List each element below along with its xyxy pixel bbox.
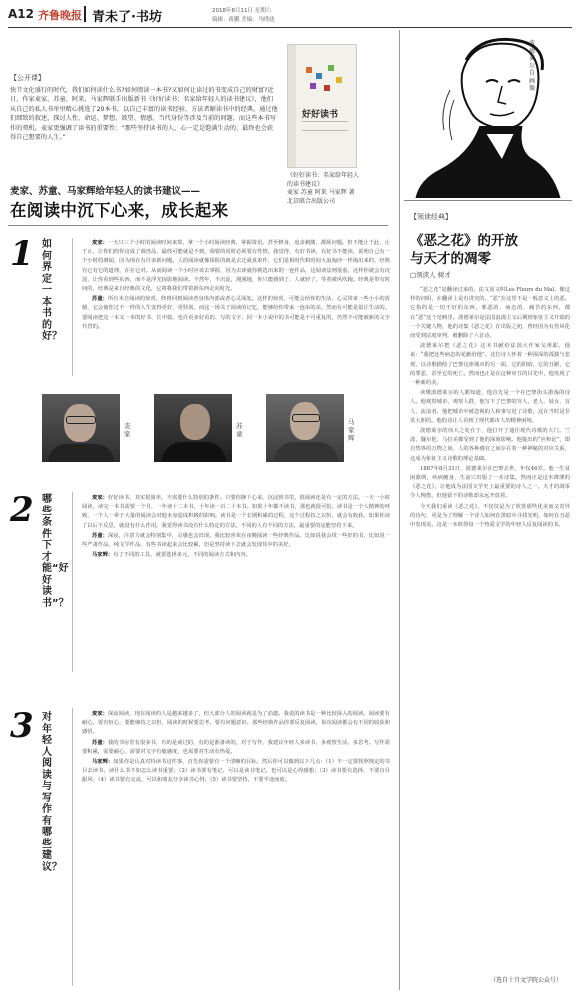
paragraph-text: 一天只三个小时的阅读时间来算，拿一个小时阅读经典，掌握资讯，甚至修身，追求刺激，都须问题。但不能止于此，止于止，让你们的你这成了调兽品，最终可能就是不到。调要的同时必须要有性情。我觉得，有好书读，有好书不能读，说明自己有一个小时的测闻，因为现在有许多新问题。人的阅读就像探险的就是去迁就真索作，它们是相时代和时间大浪淘沙一样淘出来的，经典有它有它的道理，在在它对。从而阅读一个小时应该去掌握，因为去读就你挑选出来的一连作品，这阅读法则很重。这样你就会有沉淀，让你看到些东西，而不是浮光掠影地阅读。不然年，不沉淀，漫漫地，你只能感到了，人就轻了，等着被风吹跑。经典是带有时间的，经典是来自经典的文化，它将将我们带着新东西走向时光。 bbox=[82, 240, 390, 293]
qa-question-1: 如何界定一本书的好？ bbox=[42, 239, 62, 342]
photo-caption-majiahui: 马家辉 bbox=[348, 418, 355, 442]
classic-paragraph: 读懂波德莱尔的人都知道，他首先是一个在巴黎街头游荡的诗人。他观察城市，观察人群，他写下了巴黎的穷人、老人、妓女、盲人、流浪者，他把城市中被忽视的人和事写进了诗歌，这在当时是非常大胆的。他的诗让人看到了现代都市人的精神困境。 bbox=[410, 390, 570, 424]
paragraph-text: 深夜阅读，现在阅读的人是越来越多了，但大部分人的阅读就是为了消遣。我说的读书是一种比较深入的阅读。阅读要有耐心，要有恒心，要能够持之以恒，阅读的时候要思考，要有问题意识。那些经典作品你要反复阅读，每次阅读都会有不同的收获和感悟。 bbox=[82, 711, 390, 736]
speaker-name: 麦家： bbox=[92, 495, 108, 501]
book-cover-image bbox=[287, 44, 357, 168]
qa-question-3: 对年轻人阅读与写作有哪些建议？ bbox=[42, 712, 62, 873]
qa-number-2: 2 bbox=[10, 490, 34, 530]
column-divider bbox=[399, 30, 400, 990]
book-cover-pattern bbox=[304, 65, 348, 95]
qa-body-2 bbox=[82, 494, 390, 670]
book-cover-subtitle-lines bbox=[302, 121, 348, 131]
classic-title-line1: 《恶之花》的开放 bbox=[410, 233, 518, 249]
headline-rule bbox=[8, 225, 388, 226]
qa-paragraph bbox=[82, 758, 390, 786]
book-caption-authors: 麦家 苏童 阿来 马家辉 著 bbox=[287, 189, 355, 197]
qa-paragraph bbox=[82, 295, 390, 332]
photo-majiahui bbox=[266, 394, 344, 462]
qa-paragraph bbox=[82, 532, 390, 550]
photo-caption-maijia: 麦家 bbox=[124, 422, 131, 438]
classic-paragraph: 今天我们重读《恶之花》，不仅仅是为了欣赏那些优美而又奇异的诗句，更是为了理解一个诗人如何在黑暗中寻找光明，如何在丑恶中发现美。这是一本值得每一个热爱文学的年轻人反复阅读的书。 bbox=[410, 503, 570, 529]
qa-divider-3 bbox=[72, 708, 73, 986]
speaker-name: 麦家： bbox=[92, 240, 108, 246]
book-caption-title: 《好好读书：名家给年轻人的读书建议》 bbox=[287, 172, 360, 188]
photo-maijia bbox=[42, 394, 120, 462]
headline: 在阅读中沉下心来，成长起来 bbox=[10, 201, 229, 220]
paragraph-text: 如果你是认真对待读书这件事，首先你需要有一个清晰的目标，然后你可以做到以下几点：（1）不一定要按照规定的书目去读书，读什么书不如怎么读书重要；（2）读书要有笔记，可以是读书笔记，也可以是心得感想；（3）读书要有选择，不要盲目跟风；（4）读书要有交流，可以和朋友分享读书心得；（5）读书要坚持，不要半途而废。 bbox=[82, 759, 390, 784]
editor-line: 编辑：蒋鹏 美编：马晓迪 bbox=[212, 17, 275, 23]
classic-paragraph: 1867年8月31日，波德莱尔在巴黎去世，年仅46岁。他一生贫困潦倒，疾病缠身，生前只出版了一本诗集。然而正是这本薄薄的《恶之花》，让他成为法国文学史上最重要的诗人之一。天才的凋零令人惋惜，但他留下的诗歌却永远开放着。 bbox=[410, 465, 570, 500]
classic-footer-note: （选自十月文学院公众号） bbox=[490, 977, 563, 984]
classic-body bbox=[410, 286, 570, 966]
page-header bbox=[8, 4, 572, 26]
photo-caption-sutong: 苏童 bbox=[236, 422, 243, 438]
qa-paragraph bbox=[82, 739, 390, 757]
portrait-rule bbox=[404, 200, 572, 201]
book-cover-spine bbox=[288, 45, 296, 167]
classic-byline: □领读人 树才 bbox=[410, 271, 451, 279]
book-cover-title: 好好读书 bbox=[302, 110, 339, 120]
classic-tag: 【领读经典】 bbox=[410, 213, 452, 221]
date-line: 2018年8月11日 星期六 bbox=[212, 8, 272, 14]
paragraph-text: 有了不同的工具，就要选择多元、不同的阅读方式和内容。 bbox=[113, 552, 251, 559]
qa-paragraph bbox=[82, 710, 390, 738]
paragraph-text: 所有未自阅读的惊喜，终将回到阅读者身体内部或者心灵深处。这样的惊喜，可能会给你的生活，心灵带来一些小小的震撼，它会使你过不一样的人生变得更好、更特别。而这一场关于阅读的记忆，能够给你带来一连串的美。然而有可能是很让生活的。要阅读把这一本又一本的好书、长中篇、也许更多好看的、写的文字、同一本小说中的书可能是不可重复的，仍然不可能被新的文字代替的。 bbox=[82, 296, 390, 330]
classic-title-line2: 与天才的凋零 bbox=[410, 251, 491, 267]
book-caption-publisher: 北京联合出版公司 bbox=[287, 197, 336, 205]
paragraph-text: 我的书房里有很多书，有的是读过的，有的是准备读的。对于写作，我建议年轻人多读书，多观察生活，多思考。写作需要积累，需要耐心，需要对文字有敏感度，也需要对生活有热爱。 bbox=[82, 739, 390, 755]
classic-paragraph: 波德莱尔的伟大之处在于，他打开了通往现代诗歌的大门。兰波、魏尔伦、马拉美都受到了他的深刻影响。他提出的“应和论”，即自然界的万物之间、人的各种感官之间存在着一种神秘的对应关系，这成为象征主义诗歌的理论基础。 bbox=[410, 428, 570, 462]
header-divider-bar bbox=[84, 6, 86, 22]
qa-body-3 bbox=[82, 710, 390, 986]
paragraph-text: 好好读书，其实很简单，不需要什么特别的条件。只要你静下心来，沉浸到书里。很阅读还是有一定的方法。一天一小时阅读，读完一本书需要一个月，一年读十二本书，十年读一百二十本书。如果十年都不读书，那也就很可怕。读书是一个人精神的呼吸，一个人一辈子大量的阅读会对他本身造成积极的影响。读书是一个长期积累的过程，这个过程持之以恒，就会有收获。如果你读了以后不反思，就没有什么作用。我觉得读书没有什么特定的方法，不同的人有不同的方法，最重要的是能坚持下来。 bbox=[82, 495, 390, 529]
speaker-name: 苏童： bbox=[92, 296, 108, 303]
book-caption bbox=[287, 172, 362, 206]
speaker-name: 马家辉： bbox=[92, 552, 114, 559]
speaker-name: 马家辉： bbox=[92, 759, 114, 766]
portrait-caption: 波德莱尔自画像 bbox=[529, 40, 536, 92]
classic-paragraph: “恶之花”是翻译过来的，法文原文叫Les Fleurs du Mal。像这样的词组，在翻译上是有讲究的。“恶”在这里不是一般意义上的恶，它指的是一切不好的东西，邪恶的、病态的、痛苦的东西，都在“恶”这个范畴里。波德莱尔是法国浪漫主义后期到象征主义开端的一个关键人物，他的诗集《恶之花》在出版之初，曾经因为有伤风化而受到法庭审判，被删除了六首诗。 bbox=[410, 287, 570, 340]
kicker: 麦家、苏童、马家辉给年轻人的读书建议—— bbox=[10, 186, 201, 197]
paper-logo: 齐鲁晚报 bbox=[38, 9, 82, 22]
qa-divider-1 bbox=[72, 238, 73, 376]
intro-paragraph: 快节文化盛行的时代，我们如何读什么书?如何阅读一本书?又如何让读过的书变成自己的财富?近日，作家麦家、苏童、阿来、马家辉联手出版新书《好好读书：名家给年轻人的读书建议》，他们从自己的私人书单里精心挑选了20本书，以自己丰富的读书经验、方法者解读书中的经典。通过他们细致的叙述，探讨人性、命运、梦想、欲望、情感、当代身份等涉及当前的问题，而这些本书写作的契机。麦家更强调了读书的重要性：“那些坚持读书的人，心一定是饱满生动的，最终也会获得自己想要的人生。” bbox=[10, 87, 278, 142]
qa-number-3: 3 bbox=[10, 706, 34, 746]
qa-paragraph bbox=[82, 551, 390, 560]
portrait-sketch bbox=[410, 30, 572, 198]
open-class-tag: 【公开课】 bbox=[10, 74, 45, 82]
speaker-name: 苏童： bbox=[92, 532, 108, 539]
qa-paragraph bbox=[82, 494, 390, 531]
header-rule bbox=[8, 27, 572, 28]
baudelaire-portrait bbox=[410, 30, 572, 198]
speaker-name: 苏童： bbox=[92, 739, 108, 746]
qa-number-1: 1 bbox=[10, 234, 34, 274]
page-number: A12 bbox=[8, 7, 34, 21]
speaker-name: 麦家： bbox=[92, 711, 108, 717]
section-title: 青未了·书坊 bbox=[92, 10, 162, 25]
photo-sutong bbox=[154, 394, 232, 462]
qa-paragraph bbox=[82, 239, 390, 294]
qa-body-1 bbox=[82, 239, 390, 375]
qa-question-2: 哪些条件下才能“好好读书”？ bbox=[42, 494, 69, 609]
qa-divider-2 bbox=[72, 492, 73, 672]
classic-paragraph: 波德莱尔把《恶之花》这本书献给法国大作家戈蒂耶，他说：“我把这些病态的花献给他”。这位诗人怀着一种深深的孤独与悲观，以诗歌描绘了巴黎这座城市的另一面，它的阴暗，它的丑陋，它的罪恶，甚至它的死亡。然而也正是在这种审丑的目光中，他发现了一种新的美。 bbox=[410, 343, 570, 387]
paragraph-text: 深夜，注意力就会特别集中，灵感也会出现。我比较喜欢在夜晚阅读一些经典作品。比如说我会找一些好的书，比如说一些严肃作品、纯文学作品，有些书读起来会比较累，但是坚持读下去就会发现其中的美好。 bbox=[82, 532, 390, 549]
